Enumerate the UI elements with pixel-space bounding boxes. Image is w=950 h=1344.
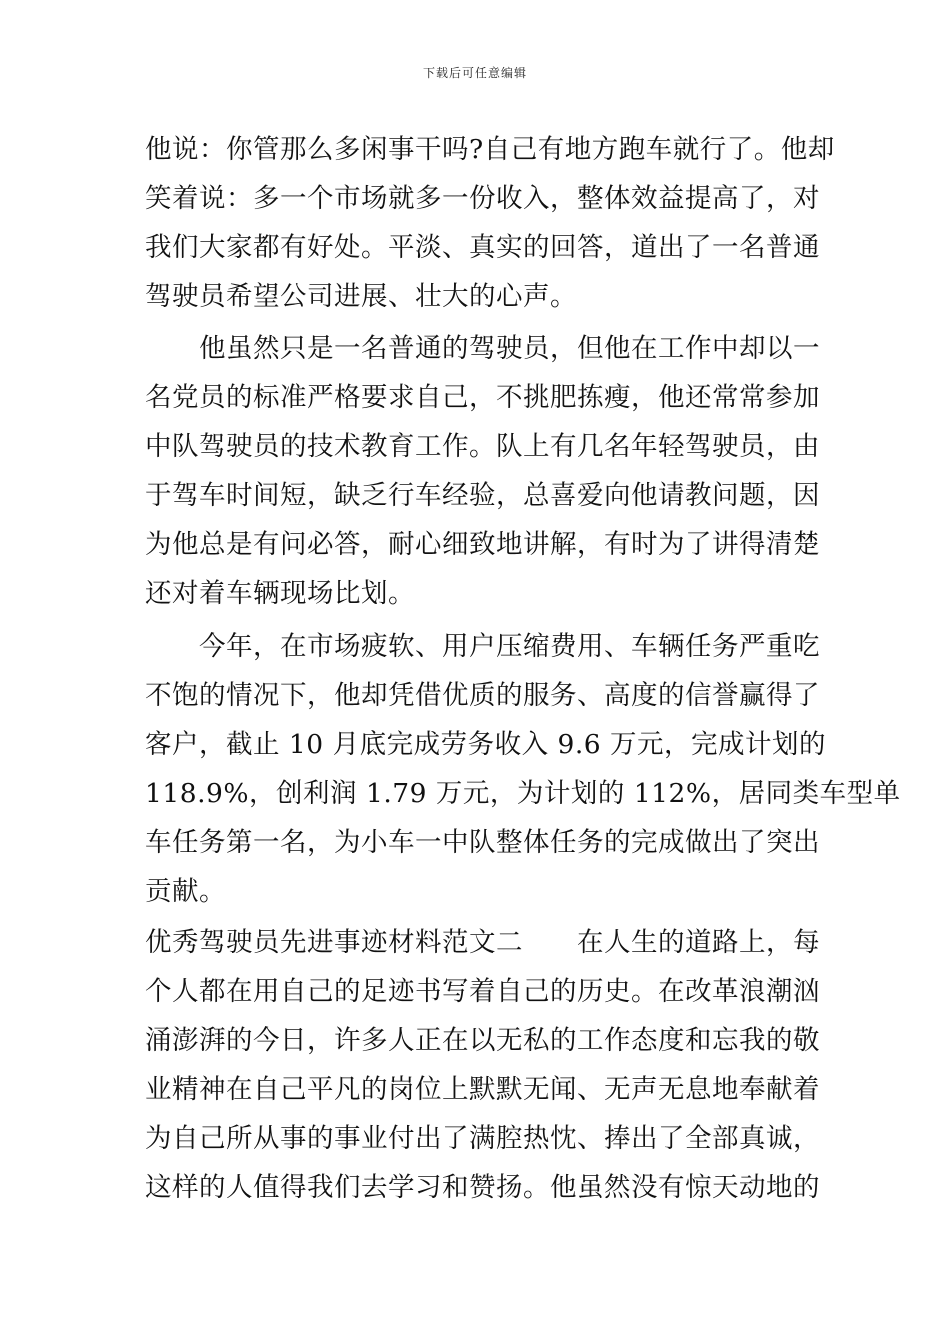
text-line: 118.9%，创利润 1.79 万元，为计划的 112%，居同类车型单 bbox=[145, 778, 901, 809]
text-line: 他说：你管那么多闲事干吗?自己有地方跑车就行了。他却 bbox=[145, 134, 835, 165]
text-line: 笑着说：多一个市场就多一份收入，整体效益提高了，对 bbox=[145, 183, 820, 214]
text-line: 还对着车辆现场比划。 bbox=[145, 578, 415, 609]
text-line: 业精神在自己平凡的岗位上默默无闻、无声无息地奉献着 bbox=[145, 1074, 820, 1105]
text-line: 为自己所从事的事业付出了满腔热忱、捧出了全部真诚， bbox=[145, 1123, 820, 1154]
section-title: 优秀驾驶员先进事迹材料范文二 bbox=[145, 927, 523, 958]
section-first-line: 在人生的道路上，每 bbox=[577, 927, 820, 958]
text-line: 为他总是有问必答，耐心细致地讲解，有时为了讲得清楚 bbox=[145, 529, 820, 560]
text-line: 驾驶员希望公司进展、壮大的心声。 bbox=[145, 281, 577, 312]
text-line: 今年，在市场疲软、用户压缩费用、车辆任务严重吃 bbox=[145, 631, 820, 662]
text-line: 客户，截止 10 月底完成劳务收入 9.6 万元，完成计划的 bbox=[145, 729, 827, 760]
text-line: 贡献。 bbox=[145, 876, 226, 907]
text-line: 他虽然只是一名普通的驾驶员，但他在工作中却以一 bbox=[145, 333, 820, 364]
text-line: 涌澎湃的今日，许多人正在以无私的工作态度和忘我的敬 bbox=[145, 1025, 820, 1056]
text-line: 我们大家都有好处。平淡、真实的回答，道出了一名普通 bbox=[145, 232, 820, 263]
text-line: 不饱的情况下，他却凭借优质的服务、高度的信誉赢得了 bbox=[145, 680, 820, 711]
text-line: 中队驾驶员的技术教育工作。队上有几名年轻驾驶员，由 bbox=[145, 431, 820, 462]
text-line: 于驾车时间短，缺乏行车经验，总喜爱向他请教问题，因 bbox=[145, 480, 820, 511]
text-line: 名党员的标准严格要求自己，不挑肥拣瘦，他还常常参加 bbox=[145, 382, 820, 413]
text-line: 这样的人值得我们去学习和赞扬。他虽然没有惊天动地的 bbox=[145, 1172, 820, 1203]
text-line: 车任务第一名，为小车一中队整体任务的完成做出了突出 bbox=[145, 827, 820, 858]
text-line: 个人都在用自己的足迹书写着自己的历史。在改革浪潮汹 bbox=[145, 976, 820, 1007]
page-header: 下载后可任意编辑 bbox=[422, 66, 527, 80]
section-heading-line bbox=[145, 927, 820, 958]
